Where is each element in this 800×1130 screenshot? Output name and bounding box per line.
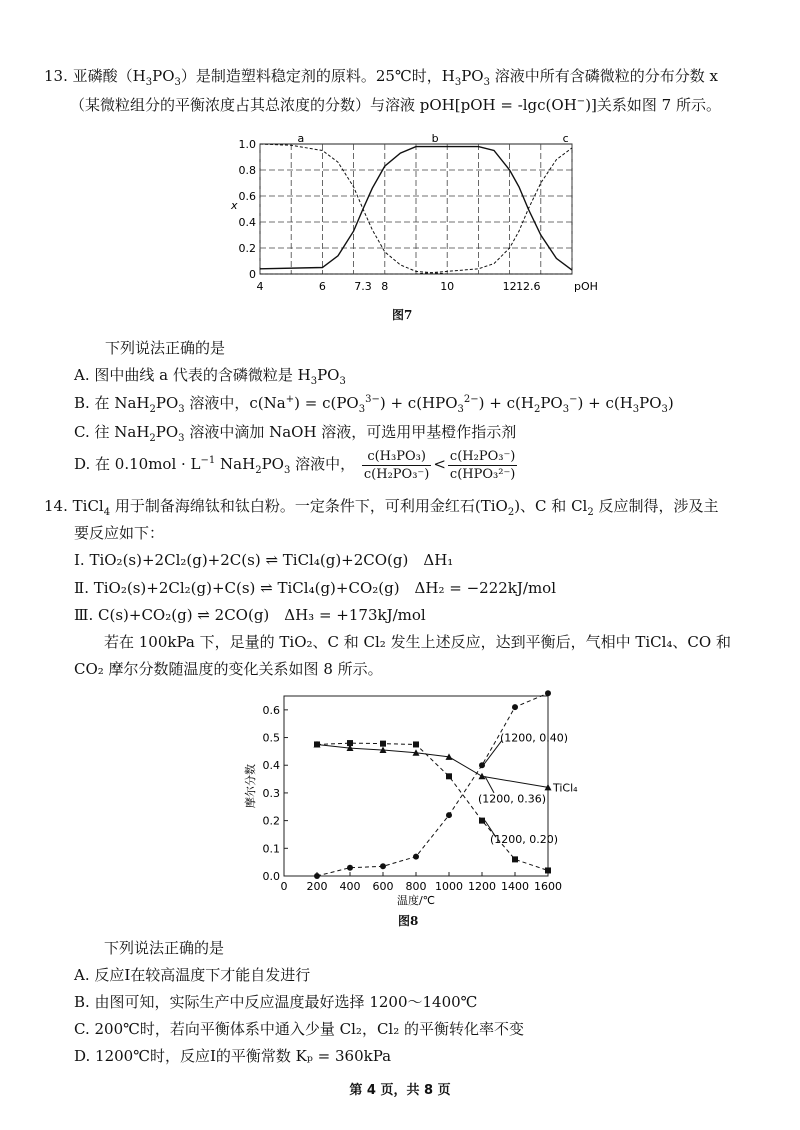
q13-line2: （某微粒组分的平衡浓度占其总浓度的分数）与溶液 pOH[pOH = -lgc(OH−)]关系如图 7 所示。 bbox=[70, 96, 721, 114]
q13-line1: 13. 亚磷酸$(H_3PO_3)$是制造塑料稳定剂的原料。25℃时，$H_3PO_3$ 溶液中所有含磷微粒的分布分数 x bbox=[44, 67, 718, 88]
y-axis-label: x bbox=[231, 199, 238, 212]
data-point-triangle bbox=[479, 773, 486, 780]
q14-prompt: 下列说法正确的是 bbox=[104, 939, 225, 957]
data-point-square bbox=[446, 773, 452, 779]
figure-7-caption: 图7 bbox=[392, 308, 413, 322]
series-label-ticl4: TiCl₄ bbox=[553, 781, 578, 795]
x-axis-label: 温度/℃ bbox=[396, 894, 436, 907]
q13-option-d: D. 在 $0.10mol \cdot L^{-1}$ $NaH_2PO_3$ 溶液中， $\frac{\text{c(H₃PO₃)}}{\text{c(H₂PO₃⁻)}}$ < $\frac{\text{c(H₂PO₃⁻)}}{\text{c(HPO₃²⁻)}}$ bbox=[74, 448, 516, 482]
q13-option-a: A. 图中曲线 a 代表的含磷微粒是 $H_3PO_3$ bbox=[74, 366, 346, 387]
x-tick-label: 1600 bbox=[534, 880, 562, 893]
y-tick-label: 0.2 bbox=[238, 242, 256, 255]
annotation-label: (1200, 0.40) bbox=[500, 731, 569, 745]
data-point-square bbox=[512, 856, 518, 862]
y-tick-label: 0.6 bbox=[238, 190, 256, 203]
data-point-circle bbox=[512, 704, 518, 710]
q14-reaction-3: Ⅲ. C(s)+CO₂(g) ⇌ 2CO(g) ΔH₃ = +173kJ/mol bbox=[74, 606, 426, 624]
q14-intro-line2: 要反应如下： bbox=[74, 524, 165, 542]
curve-label-c: c bbox=[562, 132, 569, 145]
x-tick-label: 12.6 bbox=[516, 280, 541, 293]
y-axis-label: 摩尔分数 bbox=[244, 764, 257, 808]
q14-option-a: A. 反应Ⅰ在较高温度下才能自发进行 bbox=[74, 966, 311, 984]
x-tick-label: 4 bbox=[256, 280, 264, 293]
series-line-square bbox=[317, 743, 548, 870]
y-tick-label: 0.3 bbox=[262, 786, 280, 800]
annotation-label: (1200, 0.20) bbox=[490, 832, 559, 846]
y-tick-label: 0.6 bbox=[262, 703, 280, 717]
figure-7-chart bbox=[228, 132, 598, 297]
q14-option-d: D. 1200℃时，反应Ⅰ的平衡常数 Kₚ = 360kPa bbox=[74, 1047, 392, 1065]
x-axis-label: pOH bbox=[574, 280, 598, 293]
x-tick-label: 600 bbox=[372, 880, 394, 893]
data-point-circle bbox=[479, 762, 485, 768]
q13-prompt: 下列说法正确的是 bbox=[105, 339, 226, 357]
data-point-circle bbox=[446, 812, 452, 818]
x-tick-label: 1000 bbox=[435, 880, 463, 893]
fraction-1: $\frac{\text{c(H₃PO₃)}}{\text{c(H₂PO₃⁻)}}$ bbox=[363, 448, 430, 482]
x-tick-label: 400 bbox=[339, 880, 361, 893]
figure-8-chart bbox=[240, 688, 580, 912]
x-tick-label: 10 bbox=[440, 280, 455, 293]
x-tick-label: 12 bbox=[502, 280, 517, 293]
q14-paragraph-line2: CO₂ 摩尔分数随温度的变化关系如图 8 所示。 bbox=[74, 660, 383, 678]
page-footer: 第 4 页，共 8 页 bbox=[349, 1083, 451, 1098]
data-point-square bbox=[314, 741, 320, 747]
q14-reaction-2: Ⅱ. TiO₂(s)+2Cl₂(g)+C(s) ⇌ TiCl₄(g)+CO₂(g) ΔH₂ = −222kJ/mol bbox=[74, 579, 556, 597]
data-point-square bbox=[347, 740, 353, 746]
fraction-2: $\frac{\text{c(H₂PO₃⁻)}}{\text{c(HPO₃²⁻)}}$ bbox=[449, 448, 516, 482]
q14-paragraph-line1: 若在 100kPa 下，足量的 TiO₂、C 和 Cl₂ 发生上述反应，达到平衡后，气相中 TiCl₄、CO 和 bbox=[104, 633, 731, 651]
data-point-circle bbox=[314, 873, 320, 879]
x-tick-label: 1200 bbox=[468, 880, 496, 893]
q13-option-c: C. 往 $NaH_2PO_3$ 溶液中滴加 NaOH 溶液，可选用甲基橙作指示剂 bbox=[74, 423, 517, 444]
q14-option-c: C. 200℃时，若向平衡体系中通入少量 Cl₂，Cl₂ 的平衡转化率不变 bbox=[74, 1020, 525, 1038]
data-point-circle bbox=[380, 863, 386, 869]
data-point-square bbox=[545, 867, 551, 873]
y-tick-label: 0.8 bbox=[238, 164, 256, 177]
x-tick-label: 200 bbox=[306, 880, 328, 893]
plot-frame bbox=[284, 696, 548, 876]
x-tick-label: 7.3 bbox=[354, 280, 372, 293]
y-tick-label: 1.0 bbox=[238, 138, 256, 151]
q13-option-b: B. 在 $NaH_2PO_3$ 溶液中，$c(Na^+) = c(PO_3^{3-}) + c(HPO_3^{2-}) + c(H_2PO_3^-) + c(H_3PO_3)$ bbox=[74, 394, 674, 415]
x-tick-label: 6 bbox=[318, 280, 326, 293]
x-tick-label: 0 bbox=[280, 880, 288, 893]
curve-label-a: a bbox=[297, 132, 305, 145]
y-tick-label: 0 bbox=[249, 268, 256, 281]
y-tick-label: 0.0 bbox=[262, 870, 280, 883]
x-tick-label: 800 bbox=[405, 880, 427, 893]
q14-option-b: B. 由图可知，实际生产中反应温度最好选择 1200～1400℃ bbox=[74, 993, 478, 1011]
data-point-circle bbox=[545, 690, 551, 696]
y-tick-label: 0.4 bbox=[262, 759, 280, 773]
y-tick-label: 0.4 bbox=[238, 216, 256, 229]
series-line-circle bbox=[317, 693, 548, 876]
q14-reaction-1: Ⅰ. TiO₂(s)+2Cl₂(g)+2C(s) ⇌ TiCl₄(g)+2CO(g) ΔH₁ bbox=[74, 551, 454, 569]
annotation-label: (1200, 0.36) bbox=[478, 792, 547, 806]
y-tick-label: 0.1 bbox=[262, 842, 280, 856]
x-tick-label: 1400 bbox=[501, 880, 529, 893]
data-point-square bbox=[380, 741, 386, 747]
data-point-square bbox=[479, 818, 485, 824]
data-point-circle bbox=[413, 854, 419, 860]
y-tick-label: 0.2 bbox=[262, 814, 280, 828]
curve-label-b: b bbox=[431, 132, 439, 145]
data-point-square bbox=[413, 741, 419, 747]
q14-intro-line1: 14. TiCl$_4$ 用于制备海绵钛和钛白粉。一定条件下，可利用金红石(TiO$_2$)、C 和 $Cl_2$ 反应制得，涉及主 bbox=[44, 497, 719, 518]
y-tick-label: 0.5 bbox=[262, 731, 280, 745]
x-tick-label: 8 bbox=[381, 280, 389, 293]
data-point-circle bbox=[347, 865, 353, 871]
annotation-leader bbox=[485, 776, 494, 793]
figure-8-caption: 图8 bbox=[398, 914, 419, 928]
